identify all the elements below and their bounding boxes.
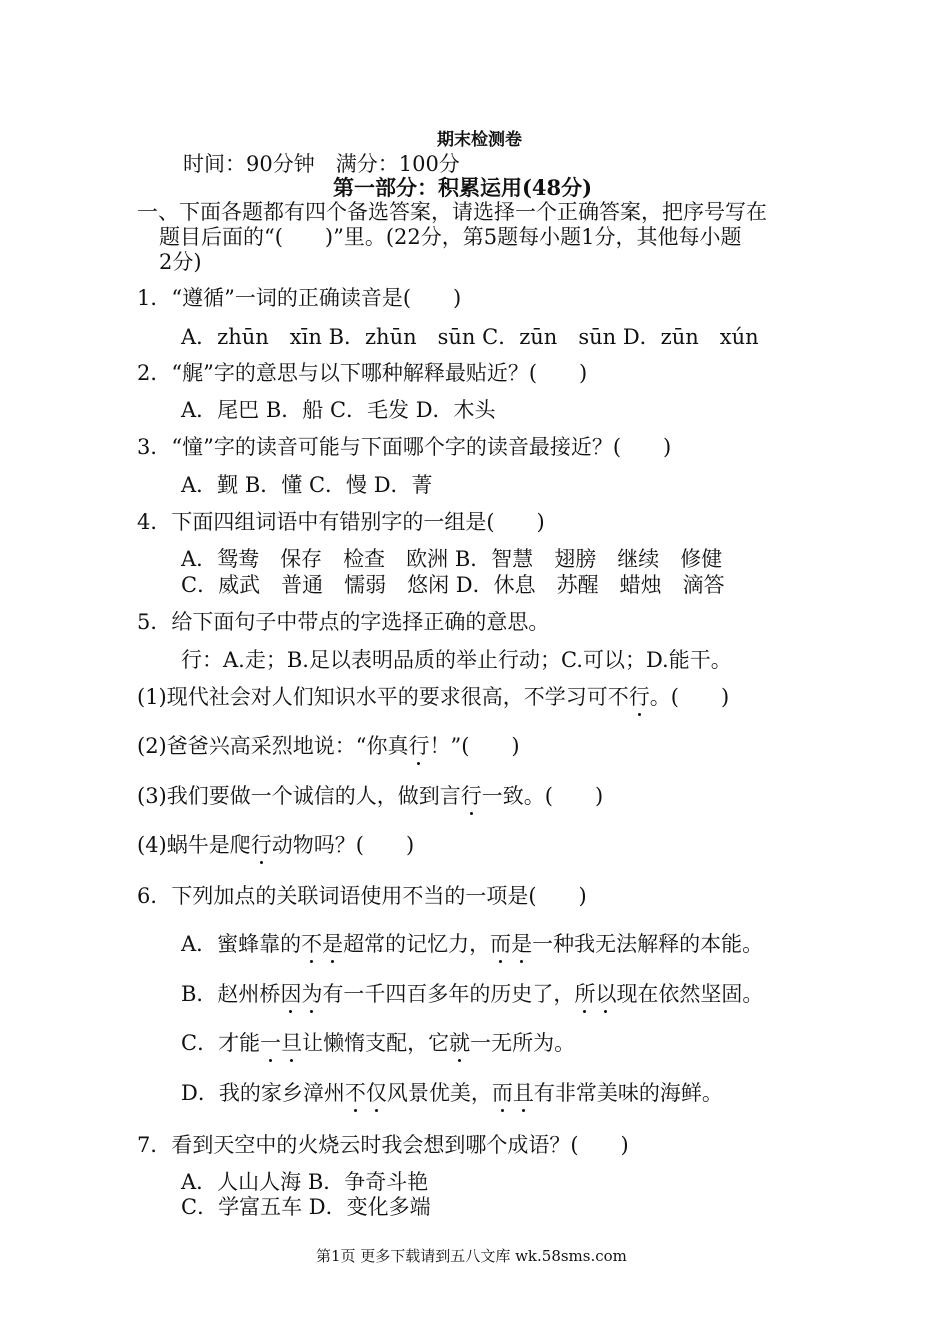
question-7-options-row1: A．人山人海 B．争奇斗艳 [181,1170,429,1194]
option-text: 有一千四百多年的历史了， [322,982,575,1006]
dotted-char: 不 [301,932,323,956]
dotted-char: 是 [322,932,344,956]
sentence-text: (1)现代社会对人们知识水平的要求很高，不学习可不 [137,685,629,709]
option-text: 让懒惰支配，它 [302,1031,450,1055]
sentence-text: 一致。( ) [481,784,604,808]
question-1-options: A．zhūn xīn B．zhūn sūn C．zūn sūn D．zūn xún [181,325,759,349]
dotted-char: 不 [344,1081,366,1105]
exam-title: 期末检测卷 [437,130,522,150]
question-5-sentence-4 [137,831,414,859]
question-1-stem: 1．“遵循”一词的正确读音是( ) [137,286,462,310]
option-text: 现在依然坚固。 [616,982,764,1006]
sentence-text: 。( ) [649,685,730,709]
part-heading: 第一部分：积累运用(48分) [333,175,593,200]
question-6-option-d [181,1079,723,1107]
exam-meta: 时间：90分钟 满分：100分 [183,152,460,176]
dotted-char: 行 [628,685,650,709]
option-text: 超常的记忆力， [343,932,491,956]
question-4-options-row1: A．鸳鸯 保存 检查 欧洲 B．智慧 翅膀 继续 修健 [181,547,723,571]
dotted-char [280,982,322,1006]
option-text: 一种我无法解释的本能。 [532,932,764,956]
section-instruction-line2: 题目后面的“( )”里。(22分，第5题每小题1分，其他每小题 [159,225,742,249]
dotted-char: 行 [460,784,482,808]
option-text: 有非常美味的海鲜。 [533,1081,723,1105]
option-text: 一无所为。 [470,1031,576,1055]
question-2-stem: 2．“艉”字的意思与以下哪种解释最贴近？( ) [137,361,588,385]
question-5-sentence-1 [137,683,729,711]
option-text: C．才能 [181,1031,261,1055]
question-5-sentence-3 [137,782,603,810]
dotted-word [301,932,343,956]
dotted-char: 而 [491,1081,513,1105]
dotted-char: 且 [512,1081,534,1105]
dotted-char: 行 [408,734,430,758]
question-6-option-b [181,980,763,1008]
question-3-options: A．觐 B．懂 C．慢 D．菁 [181,473,433,497]
dotted-char [490,932,532,956]
dotted-char: 仅 [365,1081,387,1105]
option-text: 风景优美， [386,1081,492,1105]
question-6-option-a [181,930,763,958]
sentence-text: ！”( ) [429,734,520,758]
dotted-char: 旦 [281,1031,303,1055]
question-5-definition: 行：A.走；B.足以表明品质的举止行动；C.可以；D.能干。 [181,648,732,672]
dotted-char [345,1081,387,1105]
question-6-option-c [181,1029,575,1057]
question-3-stem: 3．“憧”字的读音可能与下面哪个字的读音最接近？( ) [137,435,672,459]
question-4-stem: 4．下面四组词语中有错别字的一组是( ) [137,510,545,534]
dotted-char [301,932,343,956]
dotted-char: 一 [260,1031,282,1055]
sentence-text: 动物吗？( ) [271,833,415,857]
dotted-char: 所 [574,982,596,1006]
question-7-options-row2: C．学富五车 D．变化多端 [181,1195,431,1219]
section-instruction-line1: 一、下面各题都有四个备选答案，请选择一个正确答案，把序号写在 [137,200,767,224]
dotted-char: 而 [490,932,512,956]
dotted-char [492,1081,534,1105]
dotted-char [574,982,616,1006]
option-text: B．赵州桥 [181,982,281,1006]
option-text: D．我的家乡漳州 [181,1081,345,1105]
option-text: A．蜜蜂靠的 [181,932,302,956]
sentence-text: (3)我们要做一个诚信的人，做到言 [137,784,461,808]
dotted-char: 行 [250,833,272,857]
dotted-char: 是 [511,932,533,956]
question-5-stem: 5．给下面句子中带点的字选择正确的意思。 [137,610,550,634]
dotted-char: 就 [449,1031,471,1055]
dotted-char: 为 [301,982,323,1006]
sentence-text: (2)爸爸兴高采烈地说：“你真 [137,734,409,758]
sentence-text: (4)蜗牛是爬 [137,833,251,857]
section-instruction-line3: 2分) [159,250,202,274]
question-6-stem: 6．下列加点的关联词语使用不当的一项是( ) [137,884,587,908]
page-footer: 第1页 更多下载请到五八文库 wk.58sms.com [316,1247,627,1265]
dotted-char: 因 [280,982,302,1006]
question-4-options-row2: C．威武 普通 懦弱 悠闲 D．休息 苏醒 蜡烛 滴答 [181,573,725,597]
dotted-char [260,1031,302,1055]
dotted-char: 以 [595,982,617,1006]
question-5-sentence-2 [137,732,520,760]
question-2-options: A．尾巴 B．船 C．毛发 D．木头 [181,398,496,422]
question-7-stem: 7．看到天空中的火烧云时我会想到哪个成语？( ) [137,1133,629,1157]
